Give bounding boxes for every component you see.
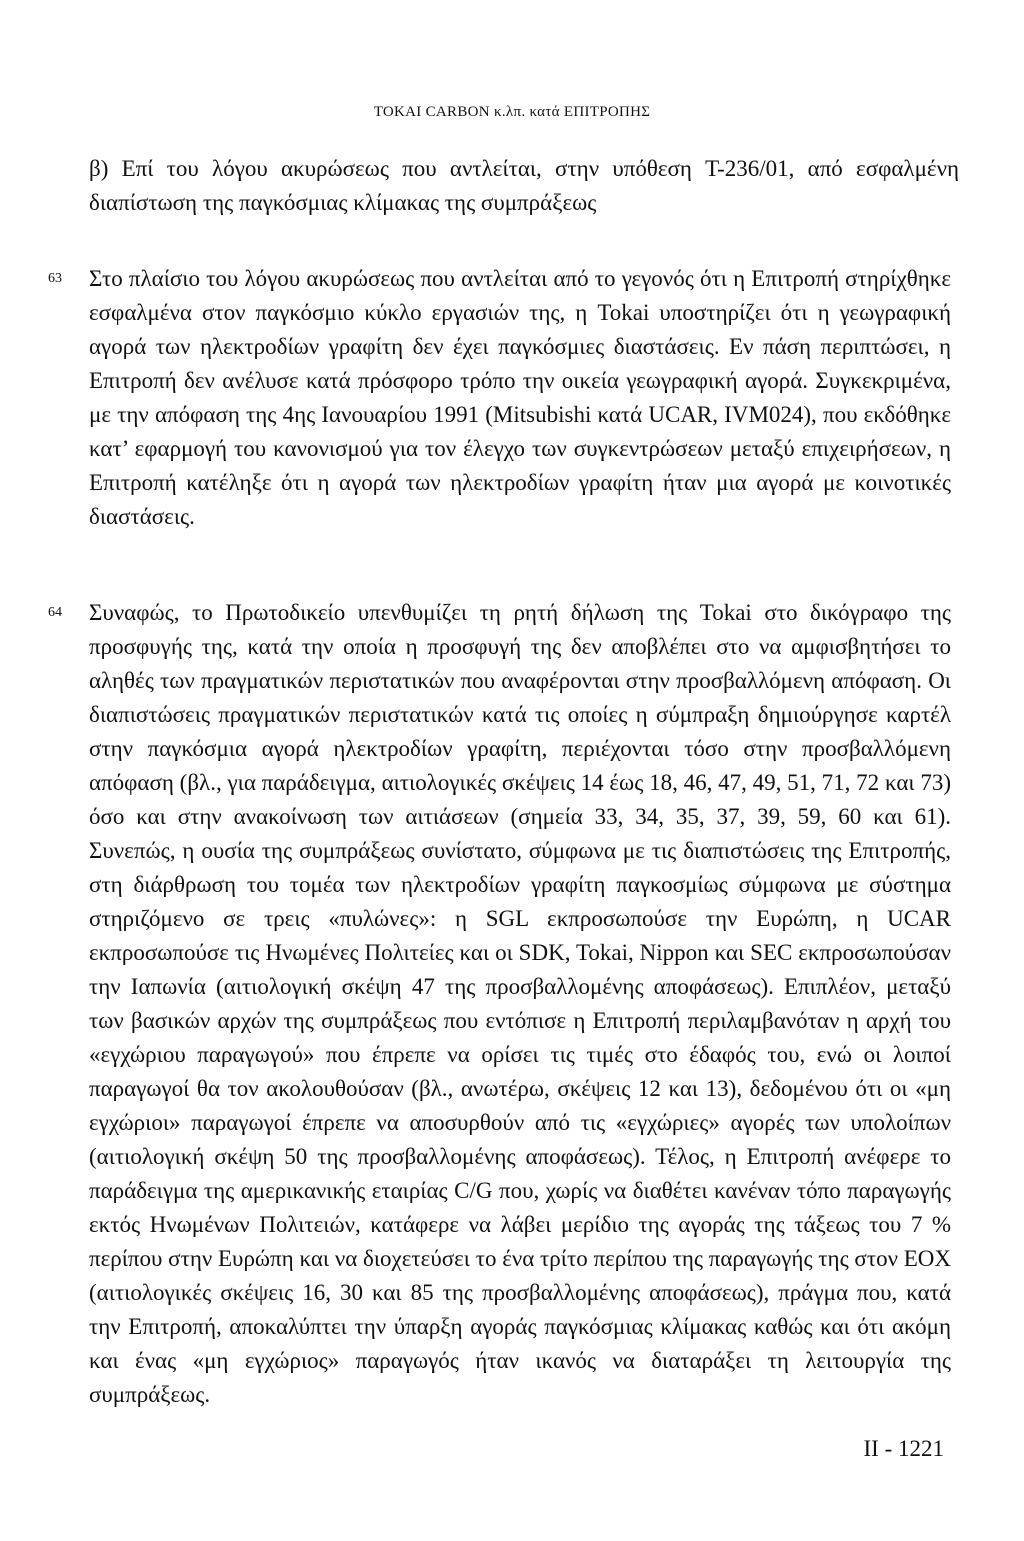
section-heading: β) Επί του λόγου ακυρώσεως που αντλείται, στην υπόθεση T-236/01, από εσφαλμένη διαπίστωση της παγκόσμιας κλίμακας της συμπράξεως (89, 156, 959, 215)
paragraph-number: 64 (48, 605, 62, 620)
paragraph-64: Συναφώς, το Πρωτοδικείο υπενθυμίζει τη ρητή δήλωση της Tokai στο δικόγραφο της προσφυγής της, κατά την οποία η προσφυγή της δεν αποβλέπει στο να αμφισβητήσει το αληθές των πραγματικών περιστατικών που αναφέρονται στην προσβαλλόμενη απόφαση. Οι διαπιστώσεις πραγματικών περιστατικών κατά τις οποίες η σύμπραξη δημιούργησε καρτέλ στην παγκόσμια αγορά ηλεκτροδίων γραφίτη, περιέχονται τόσο στην προσβαλλόμενη απόφαση (βλ., για παράδειγμα, αιτιολογικές σκέψεις 14 έως 18, 46, 47, 49, 51, 71, 72 και 73) όσο και στην ανακοίνωση των αιτιάσεων (σημεία 33, 34, 35, 37, 39, 59, 60 και 61). Συνεπώς, η ουσία της συμπράξεως συνίστατο, σύμφωνα με τις διαπιστώσεις της Επιτροπής, στη διάρθρωση του τομέα των ηλεκτροδίων γραφίτη παγκοσμίως σύμφωνα με σύστημα στηριζόμενο σε τρεις «πυλώνες»: η SGL εκπροσωπούσε την Ευρώπη, η UCAR εκπροσωπούσε τις Ηνωμένες Πολιτείες και οι SDK, Tokai, Nippon και SEC εκπροσωπούσαν την Ιαπωνία (αιτιολογική σκέψη 47 της προσβαλλομένης αποφάσεως). Επιπλέον, μεταξύ των βασικών αρχών της συμπράξεως που εντόπισε η Επιτροπή περιλαμβανόταν η αρχή του «εγχώριου παραγωγού» που έπρεπε να ορίσει τις τιμές στο έδαφός του, ενώ οι λοιποί παραγωγοί θα τον ακολουθούσαν (βλ., ανωτέρω, σκέψεις 12 και 13), δεδομένου ότι οι «μη εγχώριοι» παραγωγοί έπρεπε να αποσυρθούν από τις «εγχώριες» αγορές των υπολοίπων (αιτιολογική σκέψη 50 της προσβαλλομένης αποφάσεως). Τέλος, η Επιτροπή ανέφερε το παράδειγμα της αμερικανικής εταιρίας C/G που, χωρίς να διαθέτει κανέναν τόπο παραγωγής εκτός Ηνωμένων Πολιτειών, κατάφερε να λάβει μερίδιο της αγοράς της τάξεως του 7 % περίπου στην Ευρώπη και να διοχετεύσει το ένα τρίτο περίπου της παραγωγής της στον ΕΟΧ (αιτιολογικές σκέψεις 16, 30 και 85 της προσβαλλομένης αποφάσεως), πράγμα που, κατά την Επιτροπή, αποκαλύπτει την ύπαρξη αγοράς παγκόσμιας κλίμακας καθώς και ότι ακόμη και ένας «μη εγχώριος» παραγωγός ήταν ικανός να διαταράξει τη λειτουργία της συμπράξεως. (89, 600, 951, 1407)
paragraph-number: 63 (48, 271, 62, 286)
running-header: TOKAI CARBON κ.λπ. κατά ΕΠΙΤΡΟΠΗΣ (373, 104, 651, 120)
page-number: II - 1221 (863, 1436, 944, 1461)
paragraph-63: Στο πλαίσιο του λόγου ακυρώσεως που αντλείται από το γεγονός ότι η Επιτροπή στηρίχθηκε εσφαλμένα στον παγκόσμιο κύκλο εργασιών της, η Tokai υποστηρίζει ότι η γεωγραφική αγορά των ηλεκτροδίων γραφίτη δεν έχει παγκόσμιες διαστάσεις. Εν πάση περιπτώσει, η Επιτροπή δεν ανέλυσε κατά πρόσφορο τρόπο την οικεία γεωγραφική αγορά. Συγκεκριμένα, με την απόφαση της 4ης Ιανουαρίου 1991 (Mitsubishi κατά UCAR, IVM024), που εκδόθηκε κατ’ εφαρμογή του κανονισμού για τον έλεγχο των συγκεντρώσεων μεταξύ επιχειρήσεων, η Επιτροπή κατέληξε ότι η αγορά των ηλεκτροδίων γραφίτη ήταν μια αγορά με κοινοτικές διαστάσεις. (89, 266, 951, 529)
